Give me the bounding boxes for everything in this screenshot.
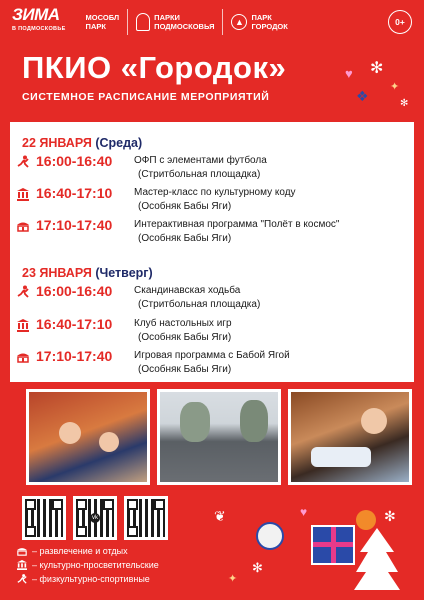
page-subtitle: СИСТЕМНОЕ РАСПИСАНИЕ МЕРОПРИЯТИЙ	[22, 91, 270, 103]
snowflake-icon: ✻	[400, 98, 409, 109]
park-gorodok-logo: ▲ ПАРК ГОРОДОК	[231, 13, 287, 31]
schedule-panel	[10, 122, 414, 382]
vk-icon: vk	[92, 515, 98, 521]
schedule-event: 16:40-17:10 Мастер-класс по культурному коду (Особняк Бабы Яги)	[16, 185, 406, 215]
sport-icon	[16, 155, 30, 169]
parks-podmoskovya-logo: ПАРКИ ПОДМОСКОВЬЯ	[136, 13, 214, 31]
event-photo-board-games	[288, 389, 412, 485]
heart-icon: ♥	[300, 505, 308, 519]
entertainment-icon	[16, 219, 30, 233]
entertainment-icon	[16, 546, 28, 556]
christmas-tree-icon	[354, 528, 400, 592]
zima-logo: ЗИМА В ПОДМОСКОВЬЕ	[12, 5, 66, 32]
tree-icon: ▲	[231, 14, 247, 30]
park-gate-icon	[136, 13, 150, 31]
legend-item: – развлечение и отдых	[16, 546, 128, 556]
qr-code[interactable]	[73, 496, 117, 540]
divider	[222, 9, 223, 35]
divider	[127, 9, 128, 35]
page-title: ПКИО «Городок»	[22, 50, 287, 85]
legend-item: – физкультурно-спортивные	[16, 574, 150, 584]
star-icon: ✦	[390, 81, 400, 93]
legend-item: – культурно-просветительские	[16, 560, 159, 570]
ornament-icon: ❖	[356, 88, 369, 104]
culture-icon	[16, 560, 28, 570]
snowflake-icon: ✻	[384, 508, 396, 524]
schedule-event: 16:00-16:40 ОФП с элементами футбола (Стритбольная площадка)	[16, 153, 406, 183]
culture-icon	[16, 318, 30, 332]
snowflake-icon: ✻	[252, 560, 263, 575]
berry-branch-icon: ❦	[214, 508, 226, 524]
schedule-event: 17:10-17:40 Игровая программа с Бабой Ягой (Особняк Бабы Яги)	[16, 348, 406, 378]
snowflake-icon: ✻	[370, 60, 384, 77]
christmas-ball-icon	[256, 522, 284, 550]
event-photo-football	[157, 389, 281, 485]
age-rating-badge: 0+	[388, 10, 412, 34]
sport-icon	[16, 285, 30, 299]
star-icon: ✦	[228, 573, 238, 585]
entertainment-icon	[16, 350, 30, 364]
sport-icon	[16, 574, 28, 584]
mosoblpark-logo: МОСОБЛ ПАРК	[85, 13, 120, 31]
schedule-event: 17:10-17:40 Интерактивная программа "Полёт в космос" (Особняк Бабы Яги)	[16, 217, 406, 247]
schedule-event: 16:40-17:10 Клуб настольных игр (Особняк Бабы Яги)	[16, 316, 406, 346]
orange-icon	[356, 510, 376, 530]
qr-code[interactable]	[124, 496, 168, 540]
schedule-event: 16:00-16:40 Скандинавская ходьба (Стритбольная площадка)	[16, 283, 406, 313]
event-photo-masterclass	[26, 389, 150, 485]
qr-code[interactable]	[22, 496, 66, 540]
header-logos	[0, 0, 424, 44]
heart-icon: ♥	[345, 66, 353, 81]
gift-box-icon	[311, 525, 355, 565]
culture-icon	[16, 187, 30, 201]
day-heading: 22 ЯНВАРЯ (Среда)	[22, 136, 143, 150]
day-heading: 23 ЯНВАРЯ (Четверг)	[22, 266, 153, 280]
